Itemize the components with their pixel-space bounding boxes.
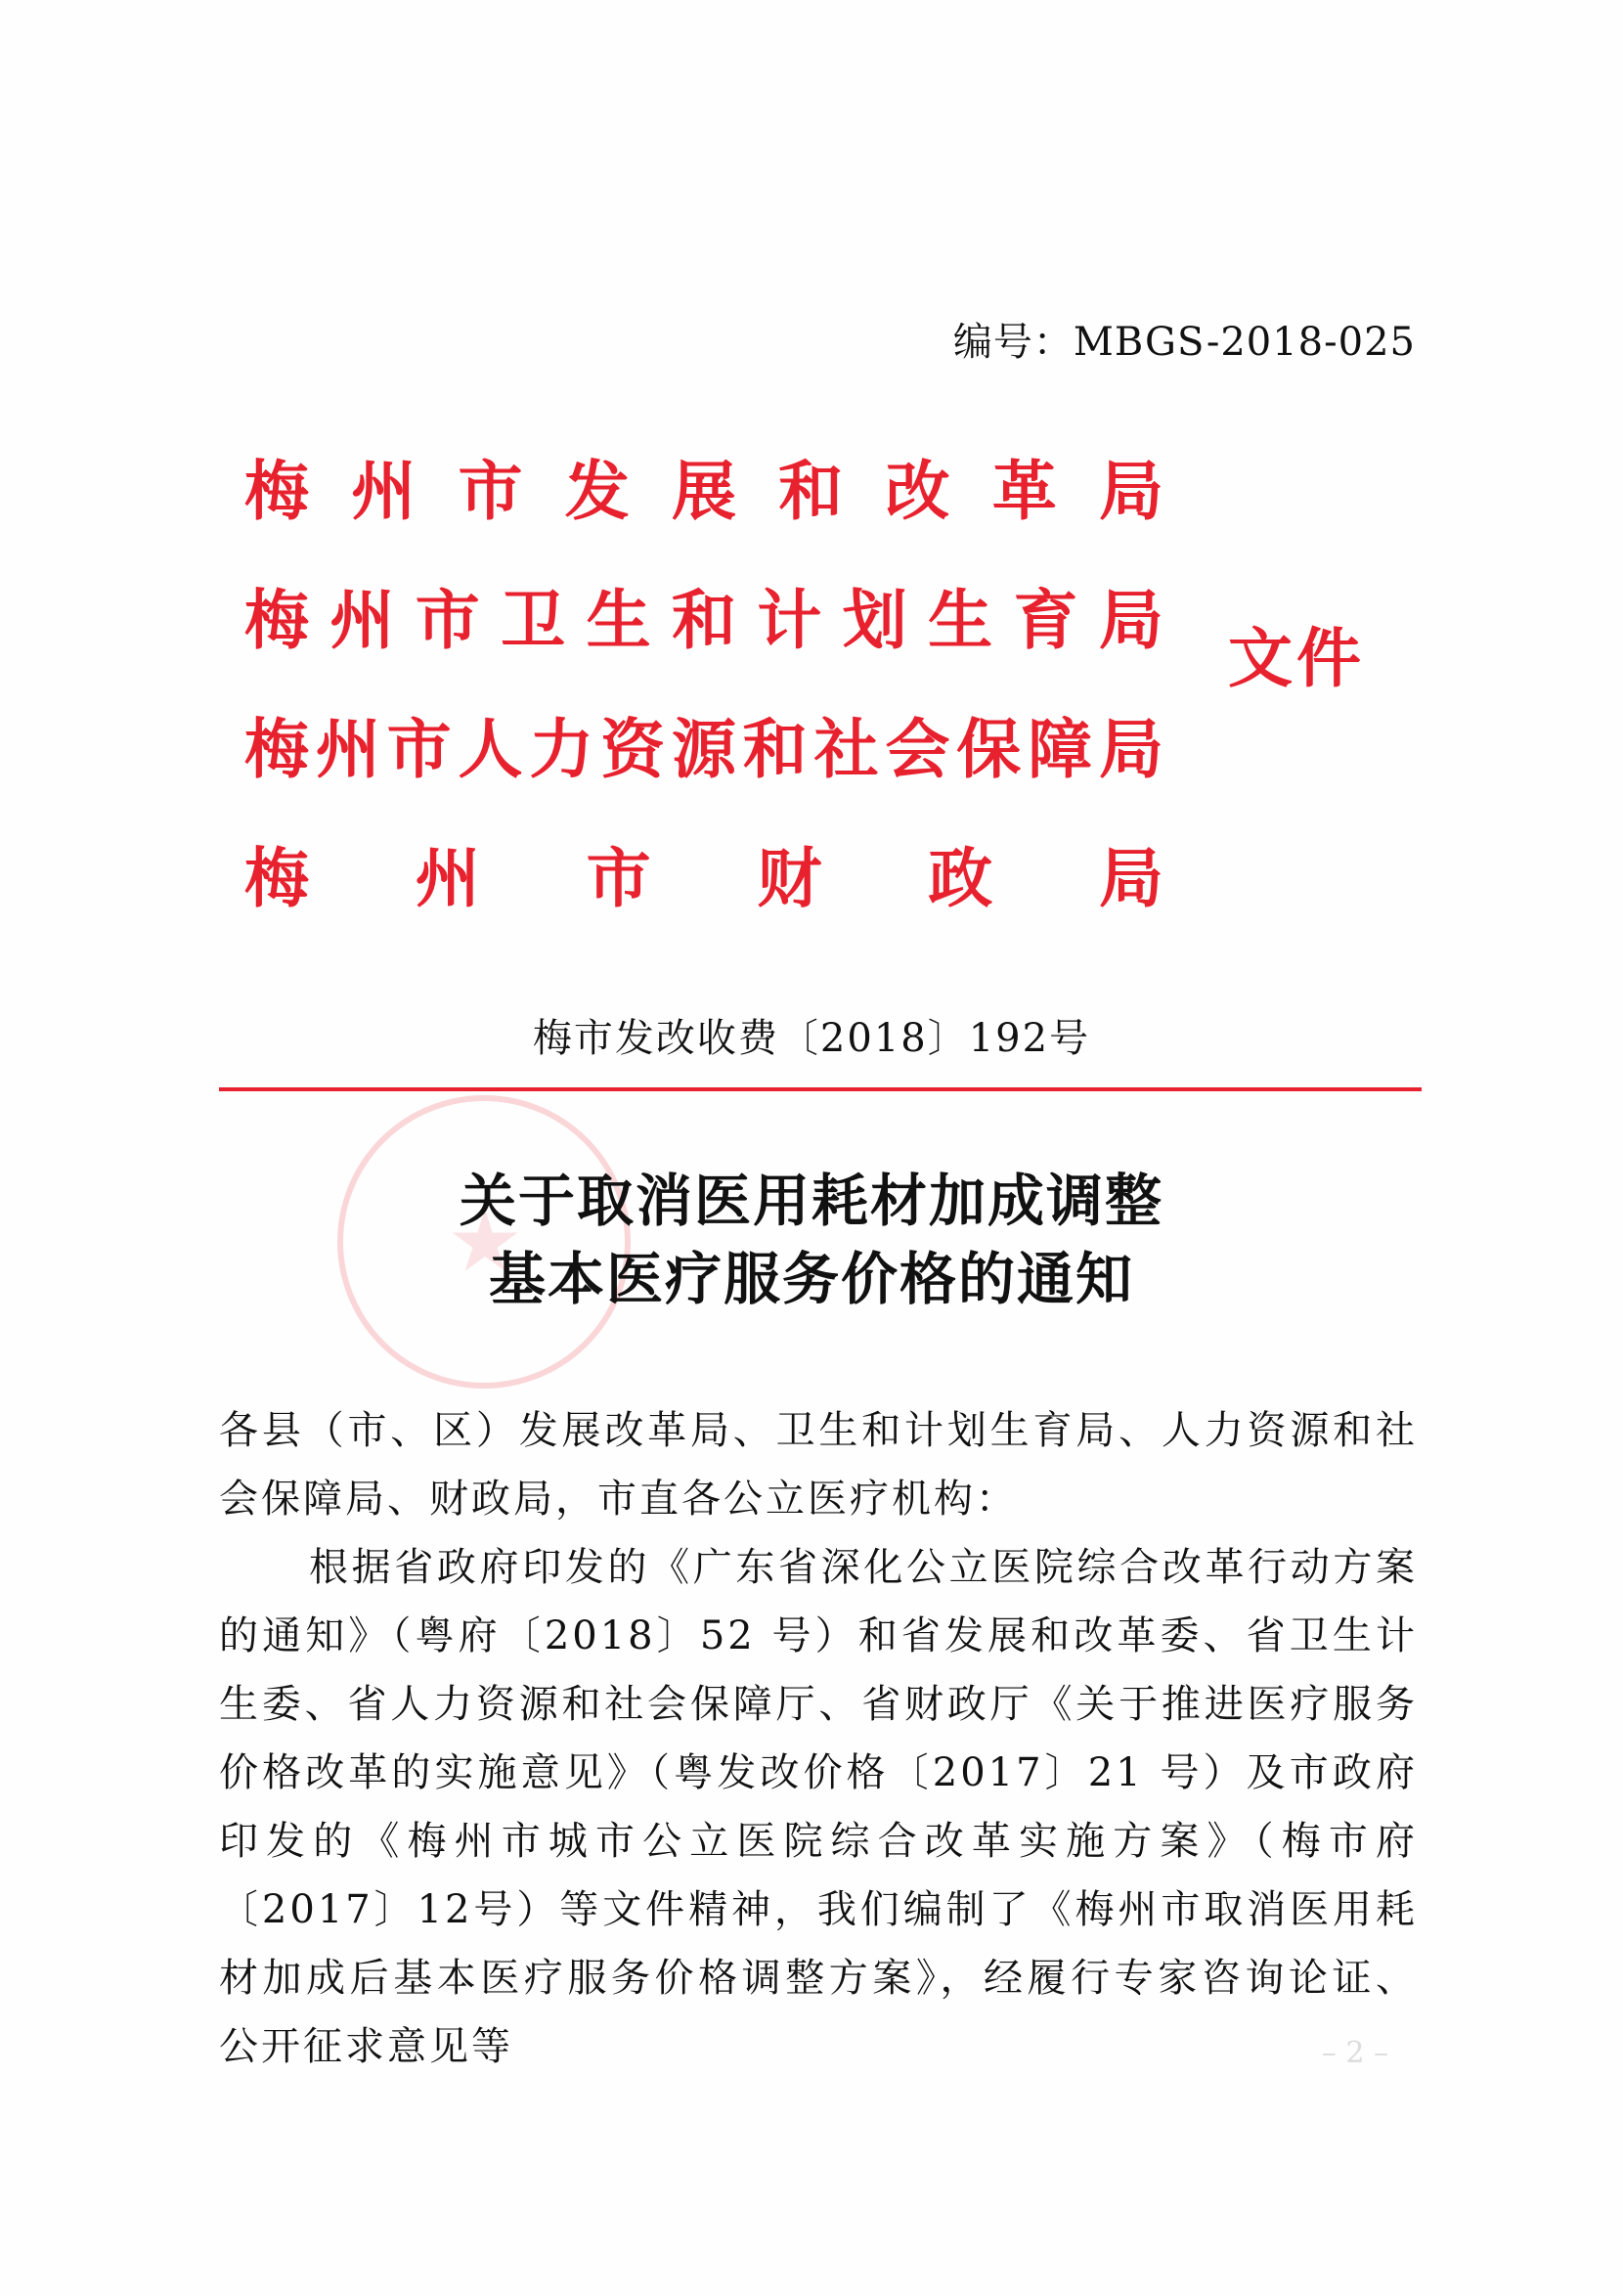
authority-line: [244, 550, 1163, 679]
authority-char: 和: [742, 710, 808, 787]
authority-char: 州: [315, 710, 380, 787]
authority-char: 局: [1098, 581, 1163, 658]
authority-char: 卫: [501, 581, 566, 658]
body-paragraph: 根据省政府印发的《广东省深化公立医院综合改革行动方案的通知》（粤府〔2018〕52 号）和省发展和改革委、省卫生计生委、省人力资源和社会保障厅、省财政厅《关于推进医疗服务价格改革的实施意见》（粤发改价格〔2017〕21 号）及市政府印发的《梅州市城市公立医院综合改革实施方案》（梅市府〔2017〕12号）等文件精神，我们编制了《梅州市取消医用耗材加成后基本医疗服务价格调整方案》，经履行专家咨询论证、公开征求意见等: [219, 1545, 1418, 2069]
authority-char: 局: [1098, 839, 1163, 916]
authority-char: 市: [586, 839, 651, 916]
authority-char: 资: [600, 710, 666, 787]
authority-char: 政: [928, 839, 993, 916]
authority-char: 障: [1028, 710, 1093, 787]
title-line-1: 关于取消医用耗材加成调整: [459, 1168, 1163, 1234]
document-body: [219, 1396, 1418, 2081]
authority-char: 梅: [244, 581, 309, 658]
authority-char: 州: [351, 452, 417, 529]
authority-char: 局: [1099, 452, 1163, 529]
document-code: 编号：MBGS-2018-025: [952, 320, 1416, 365]
authority-char: 发: [564, 452, 630, 529]
authority-char: 划: [842, 581, 907, 658]
authority-char: 展: [672, 452, 736, 529]
authority-char: 和: [778, 452, 844, 529]
authority-line: [244, 420, 1163, 550]
authority-char: 革: [991, 452, 1057, 529]
authority-char: 人: [458, 710, 523, 787]
red-separator-rule: [219, 1087, 1422, 1091]
authority-char: 市: [386, 710, 452, 787]
authority-char: 育: [1013, 581, 1078, 658]
authority-char: 会: [885, 710, 950, 787]
authority-char: 生: [928, 581, 993, 658]
authority-char: 市: [458, 452, 523, 529]
document-title: [0, 1162, 1623, 1318]
authority-char: 局: [1098, 710, 1163, 787]
authority-char: 生: [586, 581, 651, 658]
authority-line: [244, 808, 1163, 937]
authority-line: [244, 679, 1163, 808]
issue-number: 梅市发改收费〔2018〕192号: [532, 1016, 1091, 1061]
authority-char: 财: [757, 839, 822, 916]
authority-char: 保: [956, 710, 1022, 787]
authority-char: 源: [671, 710, 736, 787]
page-number-bleed: – 2 –: [1321, 2036, 1388, 2070]
authority-char: 改: [885, 452, 950, 529]
authority-char: 梅: [244, 710, 309, 787]
issuing-authorities: [244, 420, 1163, 937]
authority-char: 州: [415, 839, 480, 916]
authority-char: 社: [813, 710, 879, 787]
authority-char: 市: [415, 581, 480, 658]
authority-char: 计: [757, 581, 822, 658]
authority-char: 梅: [244, 839, 309, 916]
addressee-paragraph: 各县（市、区）发展改革局、卫生和计划生育局、人力资源和社会保障局、财政局，市直各公立医疗机构：: [219, 1408, 1418, 1522]
file-label: 文件: [1228, 620, 1365, 696]
title-line-2: 基本医疗服务价格的通知: [488, 1246, 1134, 1312]
authority-char: 梅: [244, 452, 309, 529]
authority-char: 州: [329, 581, 395, 658]
authority-char: 和: [671, 581, 736, 658]
authority-char: 力: [529, 710, 594, 787]
